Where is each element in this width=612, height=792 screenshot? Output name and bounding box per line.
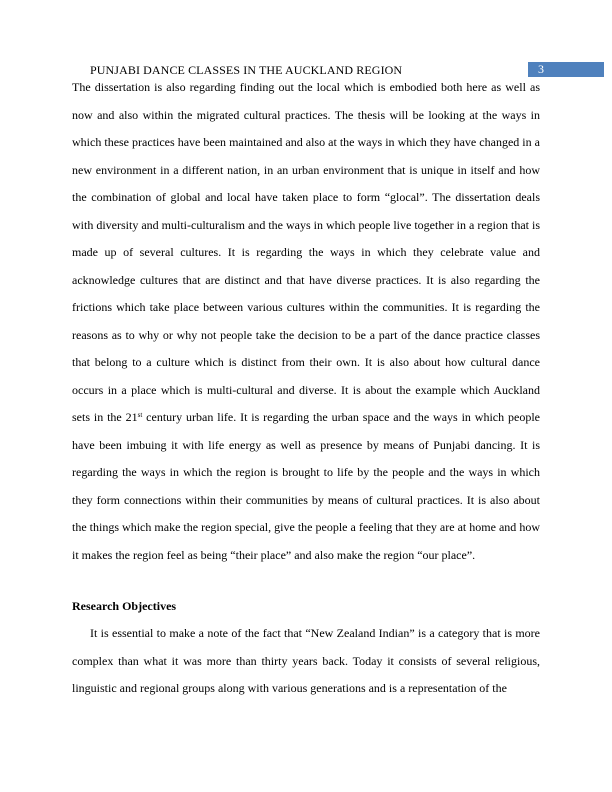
paragraph-1: [72, 74, 540, 569]
ordinal-superscript: st: [137, 411, 143, 419]
paragraph-2: It is essential to make a note of the fact that “New Zealand Indian” is a category that is more complex than what it was more than thirty years back. Today it consists of several religious, linguistic and regional groups along with various generations and is a representation of the: [72, 626, 540, 695]
body-text: [72, 74, 540, 569]
page-number: 3: [528, 62, 604, 77]
section-heading: Research Objectives: [72, 599, 177, 613]
paragraph-1-part-1: The dissertation is also regarding finding out the local which is embodied both here as well as now and also within the migrated cultural practices. The thesis will be looking at the ways in which these practices have been maintained and also at the ways in which they have changed in a new environment in a different nation, in an urban environment that is unique in itself and how the combination of global and local have taken place to form “glocal”. The dissertation deals with diversity and multi-culturalism and the ways in which people live together in a region that is made up of several cultures. It is regarding the ways in which they celebrate value and acknowledge cultures that are distinct and that have diverse practices. It is also regarding the frictions which take place between various cultures within the communities. It is regarding the reasons as to why or why not people take the decision to be a part of the dance practice classes that belong to a culture which is distinct from their own. It is also about how cultural dance occurs in a place which is multi-cultural and diverse. It is about the example which Auckland sets in the 21: [72, 80, 540, 424]
running-head: PUNJABI DANCE CLASSES IN THE AUCKLAND REGION: [90, 63, 403, 77]
paragraph-1-part-2: century urban life. It is regarding the urban space and the ways in which people have been imbuing it with life energy as well as presence by means of Punjabi dancing. It is regarding the ways in which the region is brought to life by the people and the ways in which they form connections within their communities by means of cultural practices. It is also about the things which make the region special, give the people a feeling that they are at home and how it makes the region feel as being “their place” and also make the region “our place”.: [72, 410, 540, 562]
